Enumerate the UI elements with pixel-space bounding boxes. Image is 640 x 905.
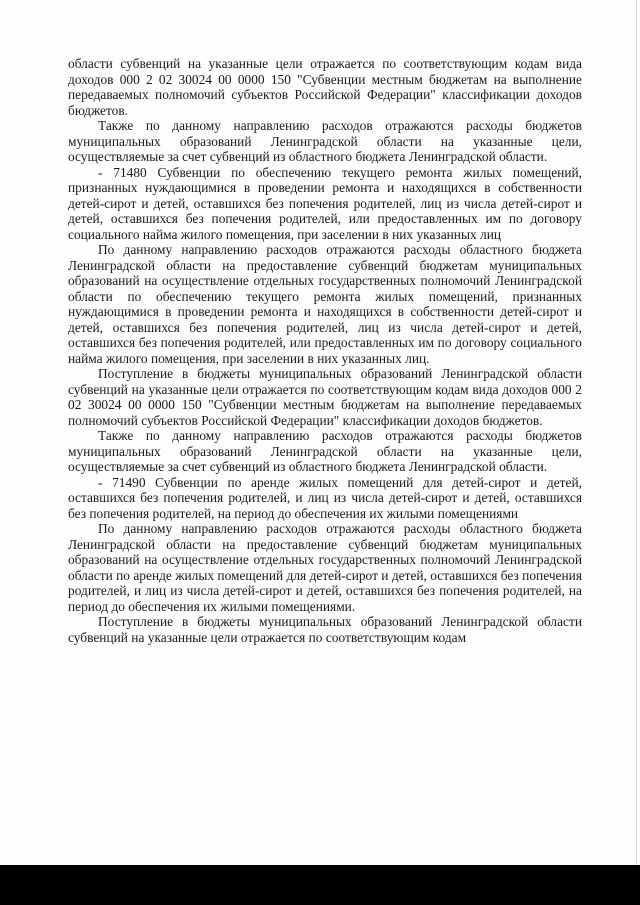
paragraph-4: По данному направлению расходов отражаются расходы областного бюджета Ленинградской области на предоставление субвенций бюджетам муниципальных образований на осуществление отдельных государственных полномочий Ленинградской области по обеспечению текущего ремонта жилых помещений, признанных нуждающимися в проведении ремонта и находящихся в собственности детей-сирот и детей, оставшихся без попечения родителей, лиц из числа детей-сирот и детей, оставшихся без попечения родителей, или предоставленных им по договору социального найма жилого помещения, при заселении в них указанных лиц. xyxy=(68,242,582,366)
scan-edge-line xyxy=(636,0,637,865)
paragraph-7: - 71490 Субвенции по аренде жилых помещений для детей-сирот и детей, оставшихся без попечения родителей, и лиц из числа детей-сирот и детей, оставшихся без попечения родителей, на период до обеспечения их жилыми помещениями xyxy=(68,474,582,521)
scan-bottom-border xyxy=(0,865,640,905)
paragraph-2: Также по данному направлению расходов отражаются расходы бюджетов муниципальных образований Ленинградской области на указанные цели, осуществляемые за счет субвенций из областного бюджета Ленинградской области. xyxy=(68,118,582,164)
paragraph-9: Поступление в бюджеты муниципальных образований Ленинградской области субвенций на указанные цели отражается по соответствующим кодам xyxy=(68,614,582,645)
paragraph-6: Также по данному направлению расходов отражаются расходы бюджетов муниципальных образований Ленинградской области на указанные цели, осуществляемые за счет субвенций из областного бюджета Ленинградской области. xyxy=(68,428,582,474)
document-body xyxy=(68,56,582,645)
paragraph-1: области субвенций на указанные цели отражается по соответствующим кодам вида доходов 000 2 02 30024 00 0000 150 "Субвенции местным бюджетам на выполнение передаваемых полномочий субъектов Российской Федерации" классификации доходов бюджетов. xyxy=(68,56,582,118)
paragraph-3: - 71480 Субвенции по обеспечению текущего ремонта жилых помещений, признанных нуждающимися в проведении ремонта и находящихся в собственности детей-сирот и детей, оставшихся без попечения родителей, лиц из числа детей-сирот и детей, оставшихся без попечения родителей, или предоставленных им по договору социального найма жилого помещения, при заселении в них указанных лиц xyxy=(68,164,582,242)
paragraph-5: Поступление в бюджеты муниципальных образований Ленинградской области субвенций на указанные цели отражается по соответствующим кодам вида доходов 000 2 02 30024 00 0000 150 "Субвенции местным бюджетам на выполнение передаваемых полномочий субъектов Российской Федерации" классификации доходов бюджетов. xyxy=(68,366,582,428)
paragraph-8: По данному направлению расходов отражаются расходы областного бюджета Ленинградской области на предоставление субвенций бюджетам муниципальных образований на осуществление отдельных государственных полномочий Ленинградской области по аренде жилых помещений для детей-сирот и детей, оставшихся без попечения родителей, и лиц из числа детей-сирот и детей, оставшихся без попечения родителей, на период до обеспечения их жилыми помещениями. xyxy=(68,521,582,614)
